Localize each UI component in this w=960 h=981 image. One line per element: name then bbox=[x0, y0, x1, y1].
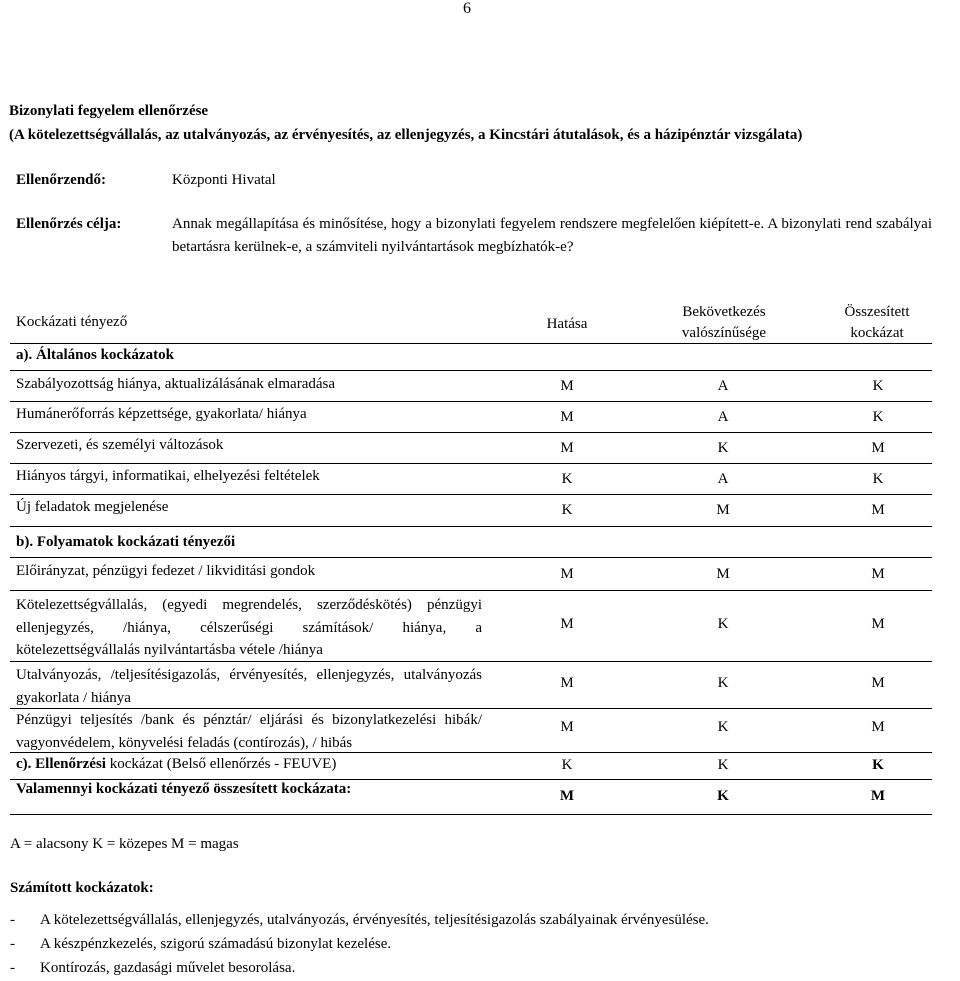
impact-cell: K bbox=[561, 757, 573, 773]
probability-cell: M bbox=[716, 502, 730, 518]
probability-cell: K bbox=[717, 788, 729, 804]
total-cell: M bbox=[870, 788, 886, 804]
row-label: Humánerőforrás képzettsége, gyakorlata/ hiánya bbox=[16, 406, 307, 422]
row-rule bbox=[10, 401, 932, 402]
probability-cell: A bbox=[717, 409, 729, 425]
row-label: Szervezeti, és személyi változások bbox=[16, 437, 224, 453]
total-cell: K bbox=[872, 757, 884, 773]
controlled-value: Központi Hivatal bbox=[172, 172, 276, 188]
total-cell: M bbox=[871, 719, 885, 735]
impact-cell: M bbox=[560, 719, 574, 735]
impact-cell: M bbox=[560, 378, 574, 394]
header-probability bbox=[664, 302, 784, 344]
section-a-title: a). Általános kockázatok bbox=[16, 347, 174, 363]
header-total-risk bbox=[820, 302, 934, 344]
row-rule bbox=[10, 494, 932, 495]
impact-cell: M bbox=[560, 566, 574, 582]
impact-cell: M bbox=[560, 440, 574, 456]
section-c-title bbox=[16, 756, 336, 773]
section-c-suffix: kockázat (Belső ellenőrzés - FEUVE) bbox=[105, 756, 337, 772]
row-rule bbox=[10, 779, 932, 780]
impact-cell: M bbox=[560, 616, 574, 632]
row-rule bbox=[10, 526, 932, 527]
page-number: 6 bbox=[463, 0, 471, 17]
list-item-text: Kontírozás, gazdasági művelet besorolása. bbox=[40, 960, 296, 976]
header-risk-factor: Kockázati tényező bbox=[16, 314, 128, 330]
probability-cell: K bbox=[717, 440, 729, 456]
row-rule bbox=[10, 752, 932, 753]
total-cell: K bbox=[872, 409, 884, 425]
row-rule bbox=[10, 432, 932, 433]
header-total-line2: kockázat bbox=[850, 325, 904, 341]
impact-cell: K bbox=[561, 471, 573, 487]
document-subtitle: (A kötelezettségvállalás, az utalványozás, az érvényesítés, az ellenjegyzés, a Kincstári átutalások, és a házipénztár vizsgálata) bbox=[9, 127, 803, 143]
impact-cell: M bbox=[560, 675, 574, 691]
total-cell: M bbox=[871, 675, 885, 691]
section-b-title: b). Folyamatok kockázati tényezői bbox=[16, 534, 236, 550]
controlled-label: Ellenőrzendő: bbox=[16, 172, 106, 188]
purpose-text: Annak megállapítása és minősítése, hogy a bizonylati fegyelem rendszere megfelelően kiépített-e. A bizonylati rend szabályai betartásra kerülnek-e, a számviteli nyilvántartások megbízhatók-e? bbox=[172, 216, 932, 255]
row-rule bbox=[10, 814, 932, 815]
impact-cell: M bbox=[560, 409, 574, 425]
total-cell: M bbox=[871, 440, 885, 456]
probability-cell: A bbox=[717, 471, 729, 487]
list-item-text: A készpénzkezelés, szigorú számadású bizonylat kezelése. bbox=[40, 936, 392, 952]
probability-cell: K bbox=[717, 757, 729, 773]
total-cell: M bbox=[871, 616, 885, 632]
probability-cell: K bbox=[717, 719, 729, 735]
probability-cell: K bbox=[717, 675, 729, 691]
section-c-prefix: c). Ellenőrzési bbox=[16, 756, 106, 772]
dash-bullet: - bbox=[10, 912, 15, 928]
header-rule bbox=[10, 343, 932, 344]
total-cell: M bbox=[871, 502, 885, 518]
total-cell: K bbox=[872, 471, 884, 487]
probability-cell: A bbox=[717, 378, 729, 394]
row-label: Szabályozottság hiánya, aktualizálásának elmaradása bbox=[16, 376, 336, 392]
risk-legend: A = alacsony K = közepes M = magas bbox=[10, 836, 239, 852]
row-rule bbox=[10, 463, 932, 464]
total-cell: M bbox=[871, 566, 885, 582]
summary-label: Valamennyi kockázati tényező összesített kockázata: bbox=[16, 781, 352, 797]
row-label: Előirányzat, pénzügyi fedezet / likviditási gondok bbox=[16, 563, 316, 579]
row-label: Új feladatok megjelenése bbox=[16, 499, 169, 515]
row-label: Hiányos tárgyi, informatikai, elhelyezési feltételek bbox=[16, 468, 320, 484]
purpose-label: Ellenőrzés célja: bbox=[16, 216, 122, 232]
dash-bullet: - bbox=[10, 960, 15, 976]
list-item-text: A kötelezettségvállalás, ellenjegyzés, utalványozás, érvényesítés, teljesítésigazolás szabályainak érvényesülése. bbox=[40, 912, 709, 928]
row-label: Utalványozás, /teljesítésigazolás, érvényesítés, ellenjegyzés, utalványozás gyakorlata / hiánya bbox=[16, 667, 482, 706]
impact-cell: K bbox=[561, 502, 573, 518]
header-probability-line1: Bekövetkezés bbox=[682, 304, 766, 320]
calculated-risks-title: Számított kockázatok: bbox=[10, 880, 154, 896]
header-impact: Hatása bbox=[546, 316, 588, 332]
row-rule bbox=[10, 557, 932, 558]
header-probability-line2: valószínűsége bbox=[681, 325, 767, 341]
row-label: Pénzügyi teljesítés /bank és pénztár/ eljárási és bizonylatkezelési hibák/ vagyonvédelem, könyvelési feladás (contírozás), / hibás bbox=[16, 712, 482, 751]
document-title: Bizonylati fegyelem ellenőrzése bbox=[9, 103, 209, 119]
row-rule bbox=[10, 661, 932, 662]
impact-cell: M bbox=[559, 788, 575, 804]
header-total-line1: Összesített bbox=[844, 304, 910, 320]
probability-cell: K bbox=[717, 616, 729, 632]
dash-bullet: - bbox=[10, 936, 15, 952]
row-rule bbox=[10, 370, 932, 371]
total-cell: K bbox=[872, 378, 884, 394]
probability-cell: M bbox=[716, 566, 730, 582]
row-label: Kötelezettségvállalás, (egyedi megrendelés, szerződéskötés) pénzügyi ellenjegyzés, /hiánya, célszerűségi számítások/ hiánya, a kötelezettségvállalás nyilvántartásba vétele /hiánya bbox=[16, 597, 482, 658]
row-rule bbox=[10, 590, 932, 591]
